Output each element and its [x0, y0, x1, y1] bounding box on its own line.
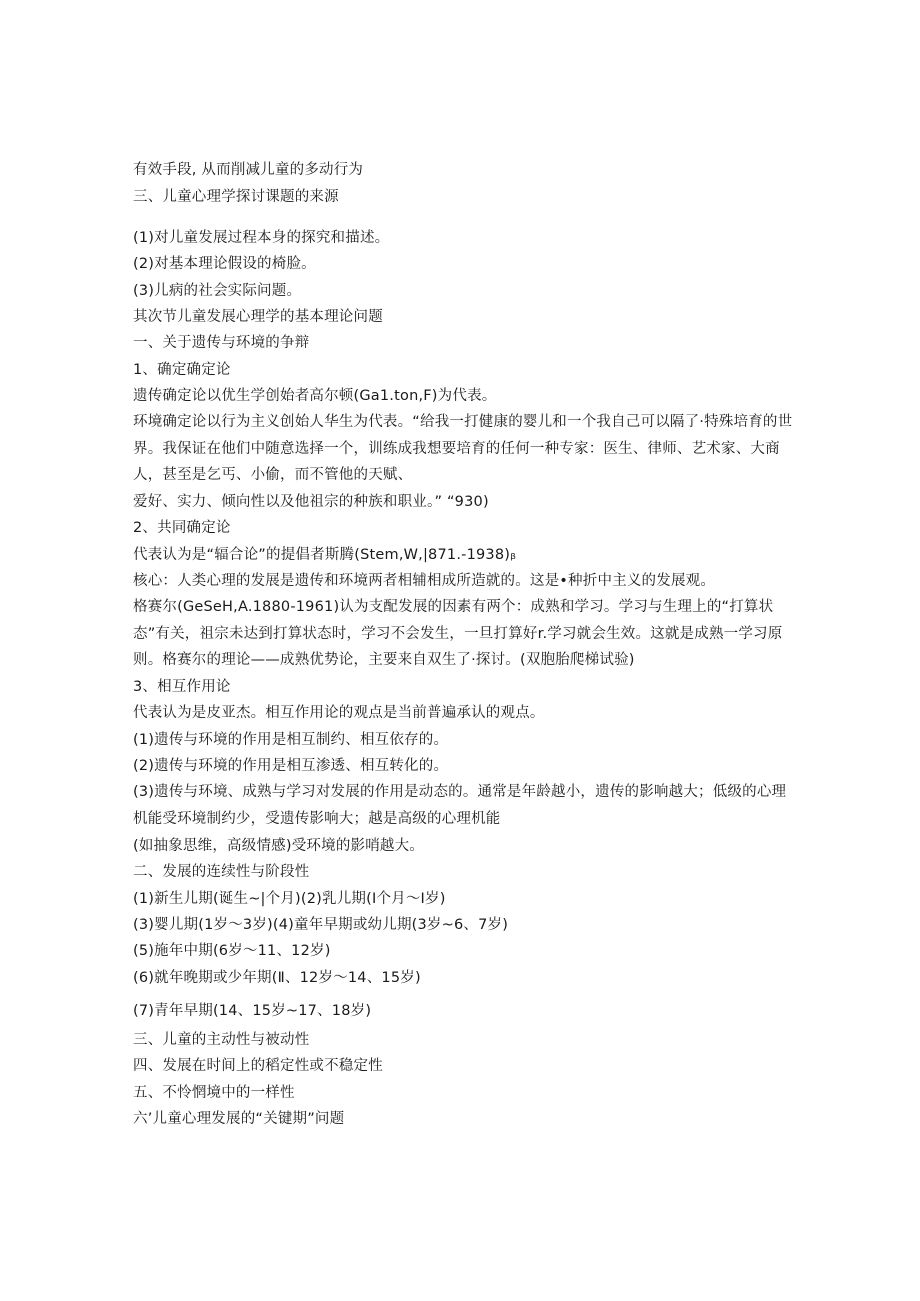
section-heading: 五、不怜惘境中的一样性 [133, 1085, 295, 1101]
paragraph: 格赛尔(GeSeH,A.1880-1961)认为支配发展的因素有两个：成熟和学习。学习与生理上的“打算状态”有关，祖宗未达到打算状态时，学习不会发生，一旦打算好r.学习就会生效。这就是成熟一学习原则。格赛尔的理论——成熟优势论，主要来自双生了·探讨。(双胞胎爬梯试验) [133, 599, 783, 668]
list-item: (5)施年中期(6岁～11、12岁) [133, 943, 331, 959]
section-heading: 三、儿童心理学探讨课题的来源 [133, 189, 339, 205]
list-item: (1)遗传与环境的作用是相互制约、相互依存的。 [133, 732, 449, 748]
section-heading: 二、发展的连续性与阶段性 [133, 864, 310, 880]
text-line: (如抽象思维，高级情感)受环境的影哨越大。 [133, 838, 425, 854]
list-item: (6)就年晚期或少年期(Ⅱ、12岁～14、15岁) [133, 970, 421, 986]
paragraph: 环境确定论以行为主义创始人华生为代表。“给我一打健康的婴儿和一个我自己可以隔了·特殊培育的世界。我保证在他们中随意选择一个，训练成我想要培育的任何一种专家：医生、律师、艺术家、大商人，甚至是乞丐、小偷，而不管他的天赋、 [133, 414, 793, 483]
section-heading: 一、关于遗传与环境的争辩 [133, 335, 310, 351]
text-line: 代表认为是“辐合论”的提倡者斯腾(Stem,W,|871.-1938)ᵦ [133, 547, 517, 563]
list-item: (2)对基本理论假设的椅脸。 [133, 256, 316, 272]
text-line: 遗传确定论以优生学创始者高尔顿(Ga1.ton,F)为代表。 [133, 388, 497, 404]
section-heading: 六’儿童心理发展的“关键期”问题 [133, 1111, 345, 1127]
text-line: 有效手段, 从而削减儿童的多动行为 [133, 162, 364, 178]
section-heading: 三、儿童的主动性与被动性 [133, 1032, 310, 1048]
paragraph: (3)遗传与环境、成熟与学习对发展的作用是动态的。通常是年龄越小，遗传的影响越大；低级的心理机能受环境制约少，受遗传影响大；越是高级的心理机能 [133, 784, 787, 827]
subsection-heading: 1、确定确定论 [133, 362, 231, 378]
subsection-heading: 2、共同确定论 [133, 520, 231, 536]
list-item: (7)青年早期(14、15岁~17、18岁) [133, 1003, 372, 1019]
text-line: 爱好、实力、倾向性以及他祖宗的种族和职业。” “930) [133, 494, 489, 510]
chapter-heading: 其次节儿童发展心理学的基本理论问题 [133, 309, 383, 325]
text-line: 核心：人类心理的发展是遗传和环境两者相辅相成所造就的。这是•种折中主义的发展观。 [133, 573, 716, 589]
list-item: (1)对儿童发展过程本身的探究和描述。 [133, 230, 390, 246]
list-item: (1)新生儿期(诞生~|个月)(2)乳儿期(I个月～I岁) [133, 891, 446, 907]
list-item: (3)婴儿期(1岁～3岁)(4)童年早期或幼儿期(3岁~6、7岁) [133, 917, 509, 933]
list-item: (2)遗传与环境的作用是相互渗透、相互转化的。 [133, 758, 449, 774]
section-heading: 四、发展在时间上的稻定性或不稳定性 [133, 1058, 383, 1074]
text-line: 代表认为是皮亚杰。相互作用论的观点是当前普遍承认的观点。 [133, 705, 545, 721]
list-item: (3)儿病的社会实际问题。 [133, 283, 302, 299]
subsection-heading: 3、相互作用论 [133, 679, 231, 695]
